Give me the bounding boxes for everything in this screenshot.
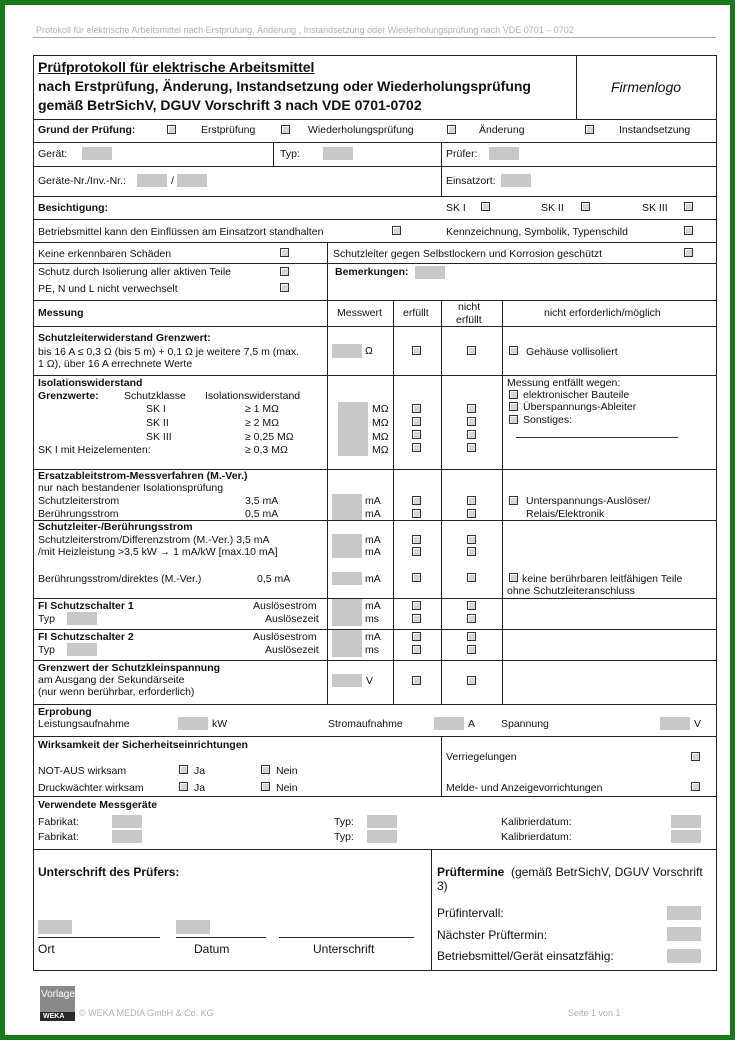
checkbox-einfluesse[interactable] <box>392 226 401 235</box>
intervall-field[interactable] <box>667 906 701 920</box>
naechster-field[interactable] <box>667 927 701 941</box>
schutzleiterwiderstand-line2: 1 Ω), über 16 A errechnete Werte <box>38 358 193 370</box>
checkbox-fi1b-nicht[interactable] <box>467 614 476 623</box>
checkbox-ber3-erfuellt[interactable] <box>412 573 421 582</box>
besichtigung-label: Besichtigung: <box>38 202 108 214</box>
checkbox-isolierung[interactable] <box>280 267 289 276</box>
druck-ja: Ja <box>194 782 206 794</box>
spannung-label: Spannung <box>501 718 549 730</box>
option-wiederholungspruefung: Wiederholungsprüfung <box>308 124 414 136</box>
isolation-col-widerstand: Isolationswiderstand <box>205 390 301 402</box>
geraet-field[interactable] <box>82 147 112 160</box>
checkbox-gehaeuse-vollisoliert[interactable] <box>509 346 518 355</box>
isolation-title: Isolationswiderstand <box>38 377 143 389</box>
checkbox-notaus-nein[interactable] <box>261 765 270 774</box>
checkbox-ber2-nicht[interactable] <box>467 547 476 556</box>
unterschrift-label: Unterschrift <box>313 942 375 956</box>
checkbox-fi1a-erfuellt[interactable] <box>412 601 421 610</box>
beruehrung-value-field-2[interactable] <box>332 572 362 585</box>
checkbox-iso3-erfuellt[interactable] <box>412 430 421 439</box>
entfaellt-label: Messung entfällt wegen: <box>507 377 621 389</box>
isolation-heiz-val: ≥ 0,3 MΩ <box>245 444 288 456</box>
fi1-unit-ma: mA <box>365 600 381 612</box>
ersatz-r2: Berührungsstrom <box>38 508 119 520</box>
checkbox-notaus-ja[interactable] <box>179 765 188 774</box>
mg-typ-label-2: Typ: <box>334 831 354 843</box>
beruehrung-l2: /mit Heizleistung >3,5 kW → 1 mA/kW [max.10 mA] <box>38 546 278 558</box>
nicht-erforderlich-header: nicht erforderlich/möglich <box>544 307 661 319</box>
checkbox-iso1-nicht[interactable] <box>467 404 476 413</box>
isolation-grenz: Grenzwerte: <box>38 390 99 402</box>
checkbox-elektronisch[interactable] <box>509 390 518 399</box>
checkbox-fi2a-nicht[interactable] <box>467 632 476 641</box>
melde-text: Melde- und Anzeigevorrichtungen <box>446 782 603 794</box>
fi1-value-field[interactable] <box>332 599 362 626</box>
spannung-field[interactable] <box>660 717 690 730</box>
mg-typ-field-2[interactable] <box>367 830 397 843</box>
fi2-typ-field[interactable] <box>67 643 97 656</box>
kw-unit: kW <box>212 718 228 730</box>
kennzeichnung-text: Kennzeichnung, Symbolik, Typenschild <box>446 226 628 238</box>
checkbox-ber2-erfuellt[interactable] <box>412 547 421 556</box>
fi2-zeit: Auslösezeit <box>265 644 319 656</box>
checkbox-iso1-erfuellt[interactable] <box>412 404 421 413</box>
datum-line <box>176 937 266 938</box>
header-rule <box>33 37 716 38</box>
checkbox-ersatz2-erfuellt[interactable] <box>412 509 421 518</box>
ohm-unit: Ω <box>365 345 373 357</box>
option-instandsetzung: Instandsetzung <box>619 124 691 136</box>
checkbox-fi2b-nicht[interactable] <box>467 645 476 654</box>
checkbox-iso4-nicht[interactable] <box>467 443 476 452</box>
unterspannung-text-1: Unterspannungs-Auslöser/ <box>526 495 651 507</box>
weka-bar <box>40 1012 75 1021</box>
ersatz-unit-1: mA <box>365 495 381 507</box>
checkbox-keine-teile[interactable] <box>509 573 518 582</box>
fi1-zeit: Auslösezeit <box>265 613 319 625</box>
checkbox-ber1-nicht[interactable] <box>467 535 476 544</box>
checkbox-schutzleiter[interactable] <box>684 248 693 257</box>
keine-teile-text-1: keine berührbaren leitfähigen Teile <box>522 573 683 585</box>
leistung-field[interactable] <box>178 717 208 730</box>
fi2-unit-ms: ms <box>365 644 379 656</box>
isolation-heiz: SK I mit Heizelementen: <box>38 444 151 456</box>
beruehrung-l1: Schutzleiterstrom/Differenzstrom (M.-Ver.) 3,5 mA <box>38 534 270 546</box>
beruehrung-title: Schutzleiter-/Berührungsstrom <box>38 521 193 533</box>
checkbox-ersatz1-nicht[interactable] <box>467 496 476 505</box>
ort-label: Ort <box>38 942 55 956</box>
ersatz-sub: nur nach bestandener Isolationsprüfung <box>38 482 224 494</box>
ersatz-value-field[interactable] <box>332 494 362 520</box>
option-aenderung: Änderung <box>479 124 525 136</box>
messgeraete-title: Verwendete Messgeräte <box>38 799 158 811</box>
beruehrung-v3: 0,5 mA <box>257 573 291 585</box>
checkbox-sk2[interactable] <box>581 202 590 211</box>
checkbox-verriegelungen[interactable] <box>691 752 700 761</box>
fi2-unit-ma: mA <box>365 631 381 643</box>
grund-label: Grund der Prüfung: <box>38 124 136 136</box>
schutzleiterwiderstand-value[interactable] <box>332 344 362 358</box>
isolation-sk3-val: ≥ 0,25 MΩ <box>245 431 294 443</box>
pruefer-field[interactable] <box>489 147 519 160</box>
bemerkungen-label: Bemerkungen: <box>335 266 409 278</box>
weka-text: WEKA <box>43 1013 65 1020</box>
druck-label: Druckwächter wirksam <box>38 782 144 794</box>
kalib-field-1[interactable] <box>671 815 701 828</box>
erfuellt-header: erfüllt <box>403 307 429 319</box>
checkbox-ber3-nicht[interactable] <box>467 573 476 582</box>
checkbox-fi1a-nicht[interactable] <box>467 601 476 610</box>
schutzleiter-text: Schutzleiter gegen Selbstlockern und Korrosion geschützt <box>333 248 603 260</box>
reason-ueberspannung: Überspannungs-Ableiter <box>523 401 637 413</box>
geraete-nr-field[interactable] <box>137 174 167 187</box>
mg-typ-field-1[interactable] <box>367 815 397 828</box>
sk2-label: SK II <box>541 202 564 214</box>
kleinspannung-l1: am Ausgang der Sekundärseite <box>38 674 185 686</box>
isolation-sk1: SK I <box>146 403 166 415</box>
ersatz-v2: 0,5 mA <box>245 508 279 520</box>
fabrikat-label-1: Fabrikat: <box>38 816 79 828</box>
verriegelungen-text: Verriegelungen <box>446 751 517 763</box>
beruehrung-unit-1: mA <box>365 534 381 546</box>
checkbox-ber1-erfuellt[interactable] <box>412 535 421 544</box>
isolation-sk3: SK III <box>146 431 172 443</box>
title-line-1: Prüfprotokoll für elektrische Arbeitsmittel <box>38 59 315 75</box>
header-note: Protokoll für elektrische Arbeitsmittel nach Erstprüfung, Änderung , Instandsetzung oder Wiederholungsprüfung nach VDE 0701 – 0702 <box>36 25 574 35</box>
nicht-erfuellt-header: erfüllt <box>456 314 482 326</box>
mohm-unit-1: MΩ <box>372 403 389 415</box>
checkbox-melde[interactable] <box>691 782 700 791</box>
page-number: Seite 1 von 1 <box>568 1008 621 1018</box>
unterschrift-title: Unterschrift des Prüfers: <box>38 865 180 879</box>
isolation-col-sk: Schutzklasse <box>124 390 186 402</box>
checkbox-slw-nicht-erfuellt[interactable] <box>467 346 476 355</box>
inv-nr-field[interactable] <box>177 174 207 187</box>
schutzleiterwiderstand-title: Schutzleiterwiderstand Grenzwert: <box>38 332 211 344</box>
ersatz-unit-2: mA <box>365 508 381 520</box>
checkbox-ueberspannung[interactable] <box>509 402 518 411</box>
einsatzfaehig-label: Betriebsmittel/Gerät einsatzfähig: <box>437 949 614 963</box>
typ-label: Typ: <box>280 148 300 160</box>
beruehrung-unit-2: mA <box>365 546 381 558</box>
checkbox-iso4-erfuellt[interactable] <box>412 443 421 452</box>
checkbox-slw-erfuellt[interactable] <box>412 346 421 355</box>
option-erstpruefung: Erstprüfung <box>201 124 256 136</box>
isolation-sk2: SK II <box>146 417 169 429</box>
checkbox-druck-ja[interactable] <box>179 782 188 791</box>
mg-typ-label-1: Typ: <box>334 816 354 828</box>
vorlage-text: Vorlage <box>41 989 75 1000</box>
checkbox-sk1[interactable] <box>481 202 490 211</box>
einfluesse-text: Betriebsmittel kann den Einflüssen am Einsatzort standhalten <box>38 226 324 238</box>
beruehrung-value-field-1[interactable] <box>332 534 362 558</box>
nr-slash: / <box>171 175 174 187</box>
a-unit: A <box>468 718 476 730</box>
checkbox-pe[interactable] <box>280 283 289 292</box>
termine-title: Prüftermine <box>437 865 505 879</box>
einsatzort-field[interactable] <box>501 174 531 187</box>
termine-sub-1: (gemäß BetrSichV, DGUV Vorschrift <box>511 865 703 879</box>
checkbox-iso2-erfuellt[interactable] <box>412 417 421 426</box>
erprobung-title: Erprobung <box>38 706 92 718</box>
isolation-value-field[interactable] <box>338 402 368 456</box>
fi1-typ-field[interactable] <box>67 612 97 625</box>
fi1-unit-ms: ms <box>365 613 379 625</box>
messwert-header: Messwert <box>337 307 382 319</box>
kleinspannung-unit: V <box>366 675 374 687</box>
beruehrung-unit-3: mA <box>365 573 381 585</box>
checkbox-aenderung[interactable] <box>447 125 456 134</box>
checkbox-fi1b-erfuellt[interactable] <box>412 614 421 623</box>
copyright: © WEKA MEDIA GmbH & Co. KG <box>79 1008 214 1018</box>
company-logo-placeholder: Firmenlogo <box>611 79 682 95</box>
ersatz-r1: Schutzleiterstrom <box>38 495 120 507</box>
kalib-field-2[interactable] <box>671 830 701 843</box>
unterschrift-line[interactable] <box>279 937 414 938</box>
kalib-label-2: Kalibrierdatum: <box>501 831 572 843</box>
fi2-strom: Auslösestrom <box>253 631 317 643</box>
beruehrung-l3: Berührungsstrom/direktes (M.-Ver.) <box>38 573 202 585</box>
checkbox-kleinspannung-erfuellt[interactable] <box>412 676 421 685</box>
checkbox-erstpruefung[interactable] <box>167 125 176 134</box>
checkbox-schaeden[interactable] <box>280 248 289 257</box>
messung-header: Messung <box>38 307 84 319</box>
inv-nr-label: Geräte-Nr./Inv.-Nr.: <box>38 175 126 187</box>
notaus-ja: Ja <box>194 765 206 777</box>
fabrikat-field-1[interactable] <box>112 815 142 828</box>
notaus-nein: Nein <box>276 765 298 777</box>
checkbox-iso2-nicht[interactable] <box>467 417 476 426</box>
datum-label: Datum <box>194 942 230 956</box>
geraet-label: Gerät: <box>38 148 68 160</box>
sonstiges-line[interactable] <box>516 437 678 438</box>
pruefer-label: Prüfer: <box>446 148 478 160</box>
fi2-typ: Typ <box>38 644 55 656</box>
keine-teile-text-2: ohne Schutzleiteranschluss <box>507 585 635 597</box>
checkbox-wiederholungspruefung[interactable] <box>281 125 290 134</box>
checkbox-sonstiges[interactable] <box>509 415 518 424</box>
checkbox-druck-nein[interactable] <box>261 782 270 791</box>
checkbox-instandsetzung[interactable] <box>585 125 594 134</box>
termine-heading <box>437 865 703 879</box>
einsatzfaehig-field[interactable] <box>667 949 701 963</box>
pe-text: PE, N und L nicht verwechselt <box>38 283 178 295</box>
ort-field[interactable] <box>38 920 72 934</box>
datum-field[interactable] <box>176 920 210 934</box>
ort-line <box>38 937 160 938</box>
mohm-unit-3: MΩ <box>372 431 389 443</box>
mohm-unit-2: MΩ <box>372 417 389 429</box>
checkbox-kleinspannung-nicht[interactable] <box>467 676 476 685</box>
title-line-3: gemäß BetrSichV, DGUV Vorschrift 3 nach VDE 0701-0702 <box>38 97 422 113</box>
fabrikat-label-2: Fabrikat: <box>38 831 79 843</box>
fi1-strom: Auslösestrom <box>253 600 317 612</box>
reason-elektronisch: elektronischer Bauteile <box>523 389 630 401</box>
naechster-label: Nächster Prüftermin: <box>437 928 548 942</box>
nicht-header: nicht <box>458 301 481 313</box>
gehaeuse-text: Gehäuse vollisoliert <box>526 346 618 358</box>
fi2-title: FI Schutzschalter 2 <box>38 631 134 643</box>
checkbox-sk3[interactable] <box>684 202 693 211</box>
druck-nein: Nein <box>276 782 298 794</box>
unterspannung-text-2: Relais/Elektronik <box>526 508 605 520</box>
ersatz-title: Ersatzableitstrom-Messverfahren (M.-Ver.) <box>38 470 248 482</box>
bemerkungen-field[interactable] <box>415 266 445 279</box>
isolation-sk2-val: ≥ 2 MΩ <box>245 417 280 429</box>
weka-logo <box>40 986 75 1021</box>
checkbox-ersatz2-nicht[interactable] <box>467 509 476 518</box>
checkbox-unterspannung[interactable] <box>509 496 518 505</box>
strom-label: Stromaufnahme <box>328 718 403 730</box>
sk3-label: SK III <box>642 202 668 214</box>
mohm-unit-4: MΩ <box>372 444 389 456</box>
isolierung-text: Schutz durch Isolierung aller aktiven Teile <box>38 266 231 278</box>
notaus-label: NOT-AUS wirksam <box>38 765 127 777</box>
kleinspannung-value-field[interactable] <box>332 674 362 687</box>
leistung-label: Leistungsaufnahme <box>38 718 130 730</box>
ersatz-v1: 3,5 mA <box>245 495 279 507</box>
schaeden-text: Keine erkennbaren Schäden <box>38 248 172 260</box>
termine-sub-2: 3) <box>437 879 448 893</box>
checkbox-iso3-nicht[interactable] <box>467 430 476 439</box>
typ-field[interactable] <box>323 147 353 160</box>
strom-field[interactable] <box>434 717 464 730</box>
title-line-2: nach Erstprüfung, Änderung, Instandsetzung oder Wiederholungsprüfung <box>38 78 531 94</box>
wirksamkeit-title: Wirksamkeit der Sicherheitseinrichtungen <box>38 739 248 751</box>
checkbox-fi2b-erfuellt[interactable] <box>412 645 421 654</box>
fi2-value-field[interactable] <box>332 630 362 657</box>
fabrikat-field-2[interactable] <box>112 830 142 843</box>
intervall-label: Prüfintervall: <box>437 906 504 920</box>
sk1-label: SK I <box>446 202 466 214</box>
fi1-typ: Typ <box>38 613 55 625</box>
checkbox-fi2a-erfuellt[interactable] <box>412 632 421 641</box>
fi1-title: FI Schutzschalter 1 <box>38 600 134 612</box>
reason-sonstiges: Sonstiges: <box>523 414 573 426</box>
kalib-label-1: Kalibrierdatum: <box>501 816 572 828</box>
v-unit: V <box>694 718 702 730</box>
checkbox-kennzeichnung[interactable] <box>684 226 693 235</box>
schutzleiterwiderstand-line1: bis 16 A ≤ 0,3 Ω (bis 5 m) + 0,1 Ω je weitere 7,5 m (max. <box>38 346 300 358</box>
isolation-sk1-val: ≥ 1 MΩ <box>245 403 280 415</box>
einsatzort-label: Einsatzort: <box>446 175 496 187</box>
checkbox-ersatz1-erfuellt[interactable] <box>412 496 421 505</box>
kleinspannung-title: Grenzwert der Schutzkleinspannung <box>38 662 221 674</box>
kleinspannung-l2: (nur wenn berührbar, erforderlich) <box>38 686 195 698</box>
